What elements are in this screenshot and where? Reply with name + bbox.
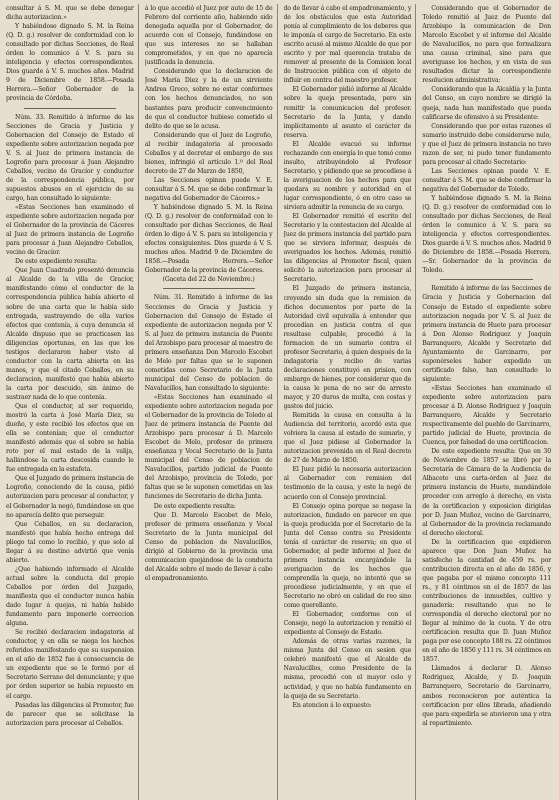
article-paragraph: El Consejo opina porque se negase la autorizacion, fundado en parecer en que la queja producida por el Secretario de la Junta del Censo contra su Presidente tenía el carácter de reserva; en que el Gobernador, al pedir informe al Juez de primera instancia encargándole la averiguacion de los hechos que comprendía la queja, no intentó que se procediese judicialmente, y en que el Secretario no obró en calidad de reo sino como querellante. [283, 502, 412, 610]
article-paragraph: Remitido á informe de las Secciones de Gracia y Justicia y Gobernacion del Consejo de Estado el expediente sobre autorizacion negada por V. S. al Juez de primera instancia de Huete para procesar á Don Alonso Rodriguez y Joaquin Barranquero, Alcalde y Secretario del Ayuntamiento de Garcinarro, por suponérseles haber expedido un certificado falso, han consultado lo siguiente: [422, 285, 551, 383]
article-paragraph: Llamados á declarar D. Alonso Rodriguez, Alcalde, y D. Joaquin Barranquero, Secretario de Garcinarro, ambos reconocieron por auténtica la certificacion por ellos librada, añadiendo que para expedirla se atuvieron una y otra al repartimiento. [422, 665, 551, 727]
article-paragraph: ¿Que habiendo informado el Alcalde actual sobre la conducta del propio Ceballos por órden del Juzgado, manifiesta que el conductor nunca había dado lugar á quejas, ni había habido fundamento para imponerle correccion alguna. [6, 565, 134, 628]
section-divider [24, 108, 116, 109]
article-paragraph: Las Secciones opinan puede V. E. consultar á S. M. que se debe confirmar la negativa del Gobernador de Cáceres.» [144, 176, 273, 202]
column-3 [284, 4, 417, 800]
article-paragraph: Que el Juzgado de primera instancia de Logroño, conociendo de la causa, pidió autorizacion para procesar al conductor, y el Gobernador la negó, fundándose en que no aparecía delito que perseguir. [6, 475, 134, 519]
article-paragraph: Las Secciones opinan puede V. E. consultar á S. M. que se debe confirmar la negativa del Gobernador de Toledo. [422, 167, 551, 193]
article-paragraph: Considerando que por estas razones el sumario instruido debe considerarse nulo, y que el Juez de primera instancia no tuvo razon de ser, ni pudo tener fundamento para procesar al citado Secretario: [422, 122, 551, 166]
section-divider [163, 288, 255, 289]
article-paragraph: «Estas Secciones han examinado el expediente sobre autorizacion para procesar á D. Alonso Rodriguez y Joaquin Barranquero, Alcalde y Secretario respectivamente del pueblo de Garcinarro, partido judicial de Huete, provincia de Cuenca, por falsedad de una certificacion. [422, 384, 551, 447]
article-paragraph: De este expediente resulta: [153, 502, 236, 510]
article-paragraph: Pasadas las diligencias al Promotor, fue de parecer que se solicitase la autorizacion para procesar al Ceballos. [6, 701, 134, 727]
article-paragraph: Y habiéndose dignado S. M. la Reina (Q. D. g.) resolver de conformidad con lo consultado por dichas Secciones, de Real órden lo digo á V. S. para su inteligencia y efectos consiguientes. Dios guarde á V. S. muchos años. Madrid 9 de Diciembre de 1858.—Posada Herrera.—Señor Gobernador de la provincia de Cáceres. [144, 204, 273, 275]
article-paragraph: consultar á S. M. que se debe denegar dicha autorizacion.» [6, 5, 134, 22]
article-paragraph: Que D. Marcelo Escobet de Melo, profesor de primera enseñanza y Vocal Secretario de la Junta municipal del Censo de poblacion de Navalucillos, dirigió al Gobierno de la provincia una comunicacion quejándose de la conducta del Alcalde sobre el modo de llevar á cabo el empadronamiento. [144, 511, 273, 582]
article-paragraph: Considerando que la declaracion de José María Diez y la de un sirviente Andrea Greco, sobre no estar conformes con los hechos denunciados, no son bastantes para producir convencimiento de que el conductor hubiese cometido el delito de que se le acusa. [144, 68, 273, 130]
article-paragraph: Además de otras varias razones, la misma Junta del Censo en sesion que celebró manifestó que el Alcalde de Navalucillos, como Presidente de la misma, procedió con el mayor celo y actividad, y que no había fundamento en la queja de su Secretario. [283, 638, 412, 700]
column-2 [145, 4, 278, 800]
article-paragraph: De este expediente resulta: [15, 258, 97, 266]
article-paragraph: El Gobernador remitió el escrito del Secretario y la contestacion del Alcalde al Juez de primera instancia del partido para que se sirviera informar, después de averiguados los hechos. Además, remitió las diligencias al Promotor fiscal, quien solicitó la autorizacion para procesar al Secretario. [283, 213, 412, 284]
article-paragraph: Considerando que el Gobernador de Toledo remitió al Juez de Puente del Arzobispo la comunicacion de Don Marcelo Escobet y el informe del Alcalde de Navalucillos, no para que formalizara una causa criminal, sino para que averiguase los hechos, y en vista de sus resultados dictar la correspondiente resolucion administrativa: [422, 5, 551, 85]
article-paragraph: Se recibió declaracion indagatoria al conductor, y en ella se niega los hechos referidos manifestando que su suspension en el año de 1852 fue á consecuencia de un expediente que se le formó por el Secretario Serrano del denunciante; y que por órden superior se había repuesto en el cargo. [6, 629, 134, 700]
article-paragraph: El Juzgado de primera instancia, creyendo sin duda que la remision de dichos documentos por parte de la Autoridad civil equivalía á entender que procedían en justicia contra el que resultase culpable, procedió á la formacion de un sumario contra el profesor Secretario, á quien después de la indagatoria y recibo de varias declaraciones constituyó en prision, con embargo de bienes, por considerar que de la causa le pena de no ser de arresto mayor, y 20 duros de multa, con costas y gastos del juicio. [283, 285, 412, 411]
article-paragraph: El Gobernador pidió informe al Alcalde sobre la queja presentada, pero sin remitir la comunicacion del profesor. Secretario de la Junta, y dando implícitamente al asunto el carácter de reserva. [283, 86, 412, 139]
article-paragraph: El Gobernador, conforme con el Consejo, negó la autorizacion y remitió el expediente al Consejo de Estado. [283, 611, 412, 637]
article-paragraph: El Alcalde evacuó su informe rechazando con energía lo que tomó como insulto, atribuyéndolo al Profesor Secretario, y pidiendo que se procediese á la averiguacion de los hechos para que quedara su nombre y autoridad en el lugar correspondiente, ó en otro caso se sirviera admitir la renuncia de su cargo. [283, 140, 412, 212]
article-paragraph: Núm. 33. Remitido á informe de las Secciones de Gracia y Justicia y Gobernacion del Consejo de Estado el expediente sobre autorizacion negada por V. S. al Juez de primera instancia de Logroño para procesar á Juan Alejandro Ceballos, vecino de Gracíor y conductor de la correspondencia pública, por supuestos abusos en el ejercicio de su cargo, han consultado lo siguiente: [6, 113, 134, 202]
column-1 [6, 4, 139, 800]
article-paragraph: á lo que accedió el Juez por auto de 15 de Febrero del corriente año, habiendo sido denegada aquella por el Gobernador, de acuerdo con el Consejo, fundándose en que sus intereses no se hallaban comprometidos, y en que no aparecía justificada la denuncia. [144, 5, 273, 67]
section-divider [440, 279, 533, 280]
article-paragraph: El Juez pidió la necesaria autorizacion al Gobernador con remision del testimonio de la causa, y este la negó de acuerdo con el Consejo provincial. [283, 466, 412, 501]
article-paragraph: Que Ceballos, en su declaracion, manifestó que había hecho entrega del pliego tal como lo recibió, y que solo al llegar á su destino advirtió que venía abierto. [6, 520, 134, 564]
article-paragraph: Que el conductor, al ser requerido, mostró la carta á José María Diez, su dueño, y este recibió los efectos que en ella se contenían; que el conductor manifestó además que el sobre se había roto por el mal estado de la valija, hallándose la carta descosida cuando le fue entregada en la estafeta. [6, 403, 134, 474]
article-paragraph: Considerando que la Alcaldía y la Junta del Censo, en cuyo nombre se dirigió la queja, nada han manifestado que pueda calificarse de ofensivo á su Presidente: [422, 86, 551, 121]
article-paragraph: Que Juan Cuadrado presentó denuncia al Alcalde de la villa de Gracíor, manifestando cómo el conductor de la correspondencia pública había abierto el sobre de una carta que le había sido entregada, sustrayendo de ella varios efectos que contenía, á cuya denuncia el Alcalde dispuso que se practicasen las diligencias oportunas, en las que los testigos declararon haber visto al conductor con la carta abierta en las manos, y que el citado Ceballos, en su declaracion, manifestó que había abierto la carta por descuido, sin ánimo de sustraer nada de lo que contenía. [6, 267, 134, 401]
column-4 [422, 4, 555, 800]
article-paragraph: «Estas Secciones han examinado el expediente sobre autorizacion negada por el Gobernador de la provincia de Cáceres al Juez de primera instancia de Logroño para procesar á Juan Alejandro Ceballos, vecino de Gracíor. [6, 203, 134, 257]
gazette-citation: (Gaceta del 22 de Noviembre.) [162, 276, 255, 284]
article-paragraph: En atencion á lo expuesto: [292, 701, 372, 709]
article-paragraph: Núm. 31. Remitido á informe de las Secciones de Gracia y Justicia y Gobernacion del Consejo de Estado el expediente de autorizacion negada por V. S. al Juez de primera instancia de Puente del Arzobispo para procesar al maestro de primera enseñanza Don Marcelo Escobet de Melo por faltas que se le suponen cometidas como Secretario de la Junta municipal del Censo de poblacion de Navalucillos, han consultado lo siguiente: [144, 294, 273, 392]
article-paragraph: «Estas Secciones han examinado el expediente sobre autorizacion negada por el Gobernador de la provincia de Toledo al Juez de primera instancia de Puente del Arzobispo para procesar á D. Marcelo Escobet de Melo, profesor de primera enseñanza y Vocal Secretario de la Junta municipal del Censo de poblacion de Navalucillos, partido judicial de Puente del Arzobispo, provincia de Toledo, por faltas que se le suponen cometidas en las funciones de Secretario de dicha Junta. [144, 393, 273, 501]
article-paragraph: Y habiéndose dignado S. M. la Reina (Q. D. g.) resolver de conformidad con lo consultado por dichas Secciones, de Real órden lo comunico á V. S. para su inteligencia y efectos correspondientes. Dios guarde á V. S. muchos años. Madrid 9 de Diciembre de 1858.—Posada Herrera.—Sr. Gobernador de la provincia de Toledo. [422, 194, 551, 275]
article-paragraph: Considerando que el Juez de Logroño, al recibir indagatoria al procesado Ceballos y al decretar el embargo de sus bienes, infringió el artículo 1.º del Real decreto de 27 de Marzo de 1850, [144, 131, 273, 175]
article-paragraph: Remitida la causa en consulta á la Audiencia del territorio, acordó esta que volviera la causa al estado de sumario, y que el Juez pidiese al Gobernador la autorizacion prevenida en el Real decreto de 27 de Marzo de 1850. [283, 412, 412, 465]
article-paragraph: Y habiéndose dignado S. M. la Reina (Q. D. g.) resolver de conformidad con lo consultado por dichas Secciones, de Real órden lo comunico á V. S. para su inteligencia y efectos correspondientes. Dios guarde á V. S. muchos años. Madrid 9 de Diciembre de 1858.—Posada Herrera.—Señor Gobernador de la provincia de Córdoba. [6, 23, 134, 103]
article-paragraph: De la certificacion que expidieron aparece que Don Juan Muñoz ha satisfecho la cantidad de 459 rs. por contribucion directa en el año de 1856, y que pagaba por el mismo concepto 111 rs., y 81 céntimos en el de 1857 de las contribuciones de inmuebles, cultivo y ganadería: resultando que no le correspondía el derecho electoral por no llegar al mínimo de la cuota. Y de otra certificacion resulta que D. Juan Muñoz paga por ese concepto 188 rs. 22 céntimos en el año de 1856 y 111 rs. 34 céntimos en 1857. [422, 538, 551, 664]
article-paragraph: do de llevar á cabo el empadronamiento, y de los obstáculos que esta Autoridad ponía al cumplimiento de los deberes que le imponía el cargo de Secretario. En este escrito acusó al mismo Alcalde de que por escrito y por mal querencia trataba de remover al presente de la Comision local de Instruccion pública con el objeto de influir en contra del maestro profesor. [283, 5, 412, 85]
article-paragraph: De este expediente resulta: Que en 30 de Noviembre de 1857 se libró por la Secretaría de Cámara de la Audiencia de Albacete una carta-órden al Juez de primera instancia de Huete, mandándole proceder con arreglo á derecho, en vista de la certificacion y exposicion dirigidas por D. Juan Muñoz, vecino de Garcinarro, al Gobernador de la provincia reclamando el derecho electoral. [422, 448, 551, 537]
